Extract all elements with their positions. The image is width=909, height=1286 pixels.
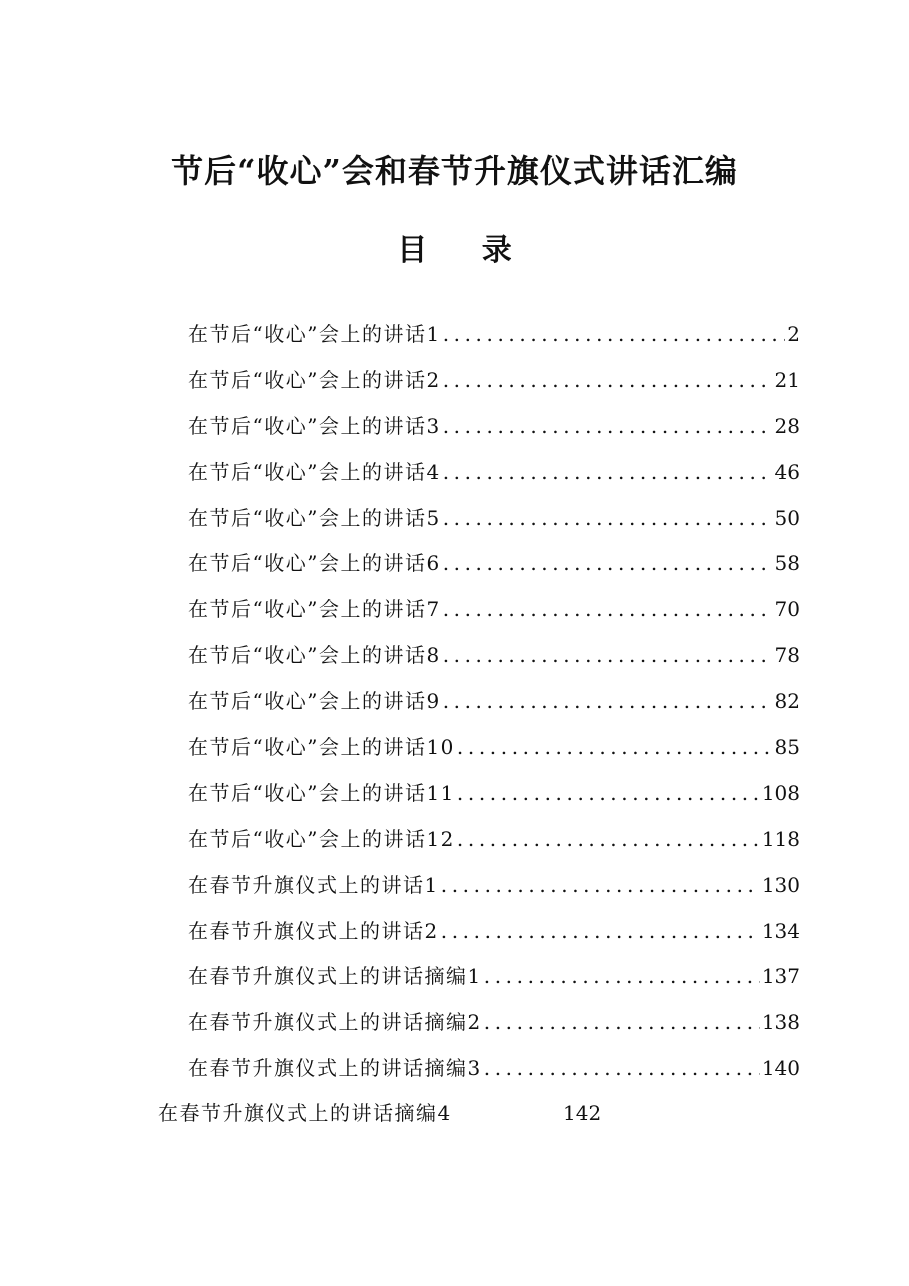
toc-entry-page: 142 bbox=[563, 1101, 602, 1125]
toc-dot-leader bbox=[457, 771, 760, 817]
toc-entry-label: 在春节升旗仪式上的讲话摘编3 bbox=[188, 1056, 482, 1081]
toc-entry-page: 134 bbox=[761, 918, 800, 943]
toc-dot-leader bbox=[457, 725, 773, 771]
toc-dot-leader bbox=[441, 909, 760, 955]
toc-entry-label: 在节后“收心”会上的讲话9 bbox=[188, 689, 441, 714]
toc-entry-page: 137 bbox=[761, 964, 800, 989]
toc-entry-label: 在节后“收心”会上的讲话8 bbox=[188, 643, 441, 668]
toc-dot-leader bbox=[484, 1000, 760, 1046]
toc-entry-label: 在春节升旗仪式上的讲话摘编1 bbox=[188, 964, 482, 989]
toc-entry[interactable] bbox=[188, 954, 800, 1000]
toc-dot-leader bbox=[443, 541, 773, 587]
toc-entry-page: 50 bbox=[774, 505, 800, 530]
toc-entry-label: 在节后“收心”会上的讲话1 bbox=[188, 322, 441, 346]
toc-entry-page: 108 bbox=[761, 780, 800, 805]
toc-entry-page: 118 bbox=[761, 826, 800, 851]
toc-entry[interactable] bbox=[188, 1046, 800, 1092]
toc-entry-label: 在节后“收心”会上的讲话10 bbox=[188, 735, 455, 760]
toc-entry[interactable] bbox=[188, 541, 800, 587]
toc-dot-leader bbox=[443, 633, 773, 679]
toc-entry-page: 78 bbox=[774, 643, 800, 668]
toc-entry-label: 在节后“收心”会上的讲话6 bbox=[188, 551, 441, 576]
toc-dot-leader bbox=[484, 1046, 760, 1092]
toc-entry-label: 在节后“收心”会上的讲话7 bbox=[188, 597, 441, 622]
toc-dot-leader bbox=[484, 954, 760, 1000]
toc-entry[interactable] bbox=[188, 863, 800, 909]
toc-entry[interactable] bbox=[188, 358, 800, 404]
toc-dot-leader bbox=[443, 358, 773, 404]
toc-entry-label: 在春节升旗仪式上的讲话2 bbox=[188, 918, 439, 943]
toc-entry[interactable] bbox=[188, 679, 800, 725]
toc-entry-unformatted[interactable] bbox=[158, 1091, 601, 1136]
toc-entry-page: 130 bbox=[761, 872, 800, 897]
toc-entry[interactable] bbox=[188, 1000, 800, 1046]
toc-entry-label: 在节后“收心”会上的讲话3 bbox=[188, 413, 441, 438]
toc-entry-page: 2 bbox=[787, 322, 800, 346]
toc-dot-leader bbox=[443, 312, 786, 358]
toc-entry-page: 21 bbox=[774, 367, 800, 392]
toc-entry[interactable] bbox=[188, 450, 800, 496]
toc-entry[interactable] bbox=[188, 633, 800, 679]
toc-entry-page: 140 bbox=[761, 1056, 800, 1081]
toc-entry-label: 在春节升旗仪式上的讲话摘编2 bbox=[188, 1010, 482, 1035]
toc-entry-label: 在节后“收心”会上的讲话5 bbox=[188, 505, 441, 530]
toc-dot-leader bbox=[457, 817, 760, 863]
toc-entry-label: 在春节升旗仪式上的讲话1 bbox=[188, 872, 439, 897]
toc-entry-page: 28 bbox=[774, 413, 800, 438]
toc-entry[interactable] bbox=[188, 404, 800, 450]
toc-entry[interactable] bbox=[188, 771, 800, 817]
toc-entry-label: 在节后“收心”会上的讲话12 bbox=[188, 826, 455, 851]
toc-entry-label: 在节后“收心”会上的讲话2 bbox=[188, 367, 441, 392]
toc-entry-page: 82 bbox=[774, 689, 800, 714]
toc-dot-leader bbox=[443, 679, 773, 725]
toc-dot-leader bbox=[443, 450, 773, 496]
toc-entry-page: 58 bbox=[774, 551, 800, 576]
toc-entry[interactable] bbox=[188, 817, 800, 863]
toc-entry-page: 46 bbox=[774, 459, 800, 484]
toc-entry[interactable] bbox=[188, 909, 800, 955]
toc-dot-leader bbox=[441, 863, 760, 909]
toc-dot-leader bbox=[443, 404, 773, 450]
document-title: 节后“收心”会和春节升旗仪式讲话汇编 bbox=[171, 152, 738, 190]
toc-entry[interactable] bbox=[188, 587, 800, 633]
toc-entry-page: 70 bbox=[774, 597, 800, 622]
toc-entry-label: 在节后“收心”会上的讲话4 bbox=[188, 459, 441, 484]
table-of-contents bbox=[188, 312, 800, 1092]
toc-entry-label: 在春节升旗仪式上的讲话摘编4 bbox=[158, 1101, 452, 1125]
toc-entry[interactable] bbox=[188, 312, 800, 358]
toc-heading: 目 录 bbox=[397, 233, 534, 268]
toc-dot-leader bbox=[443, 587, 773, 633]
toc-entry-label: 在节后“收心”会上的讲话11 bbox=[188, 780, 455, 805]
toc-entry-page: 85 bbox=[774, 735, 800, 760]
toc-dot-leader bbox=[443, 496, 773, 542]
toc-entry[interactable] bbox=[188, 725, 800, 771]
toc-entry[interactable] bbox=[188, 496, 800, 542]
toc-entry-page: 138 bbox=[761, 1010, 800, 1035]
